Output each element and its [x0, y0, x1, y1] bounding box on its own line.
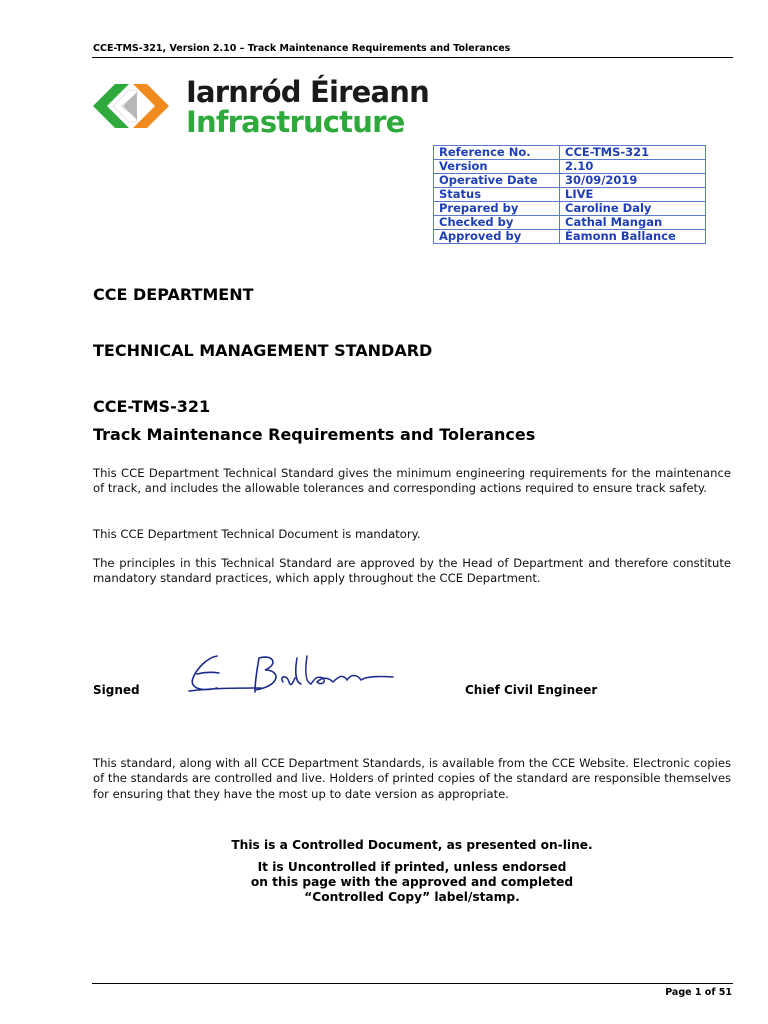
logo-line-1: Iarnród Éireann [186, 75, 429, 109]
logo-line-2: Infrastructure [186, 105, 405, 139]
logo-wordmark [186, 77, 429, 137]
table-row [434, 216, 706, 230]
uncontrolled-notice-line: “Controlled Copy” label/stamp. [304, 890, 520, 904]
meta-label: Version [434, 160, 560, 174]
mandatory-paragraph: This CCE Department Technical Document is mandatory. [93, 527, 421, 541]
meta-value: Éamonn Ballance [560, 230, 706, 244]
meta-value: LIVE [560, 188, 706, 202]
intro-paragraph: This CCE Department Technical Standard gives the minimum engineering requirements for the maintenance of track, and includes the allowable tolerances and corresponding actions required to ensure track safety. [93, 466, 731, 496]
meta-value: 30/09/2019 [560, 174, 706, 188]
handwritten-signature [183, 648, 403, 698]
meta-label: Operative Date [434, 174, 560, 188]
table-row [434, 188, 706, 202]
table-row [434, 230, 706, 244]
availability-paragraph: This standard, along with all CCE Department Standards, is available from the CCE Website. Electronic copies of the standards are controlled and live. Holders of printed copies of the standard are responsible themselves for ensuring that they have the most up to date version as appropriate. [93, 756, 731, 801]
table-row [434, 160, 706, 174]
meta-label: Checked by [434, 216, 560, 230]
meta-label: Reference No. [434, 146, 560, 160]
iarnrod-eireann-logo-icon [93, 80, 175, 132]
meta-label: Prepared by [434, 202, 560, 216]
header-rule [92, 57, 733, 58]
signed-label: Signed [93, 683, 140, 697]
meta-label: Approved by [434, 230, 560, 244]
principles-paragraph: The principles in this Technical Standard are approved by the Head of Department and therefore constitute mandatory standard practices, which apply throughout the CCE Department. [93, 556, 731, 586]
meta-value: Cathal Mangan [560, 216, 706, 230]
meta-value: CCE-TMS-321 [560, 146, 706, 160]
table-row [434, 202, 706, 216]
uncontrolled-notice-line: on this page with the approved and completed [250, 875, 574, 889]
table-row [434, 174, 706, 188]
signer-role: Chief Civil Engineer [465, 683, 598, 697]
meta-label: Status [434, 188, 560, 202]
document-control-table [433, 145, 706, 244]
controlled-notice-line: This is a Controlled Document, as presented on-line. [231, 838, 593, 852]
table-row [434, 146, 706, 160]
footer-rule [92, 983, 733, 984]
document-title: Track Maintenance Requirements and Tolerances [93, 425, 536, 444]
page-number: Page 1 of 51 [665, 987, 732, 998]
running-header: CCE-TMS-321, Version 2.10 – Track Maintenance Requirements and Tolerances [93, 43, 511, 54]
meta-value: 2.10 [560, 160, 706, 174]
standard-heading: TECHNICAL MANAGEMENT STANDARD [93, 341, 433, 360]
department-heading: CCE DEPARTMENT [93, 285, 254, 304]
uncontrolled-notice-line: It is Uncontrolled if printed, unless endorsed [257, 860, 567, 874]
meta-value: Caroline Daly [560, 202, 706, 216]
document-code: CCE-TMS-321 [93, 397, 211, 416]
